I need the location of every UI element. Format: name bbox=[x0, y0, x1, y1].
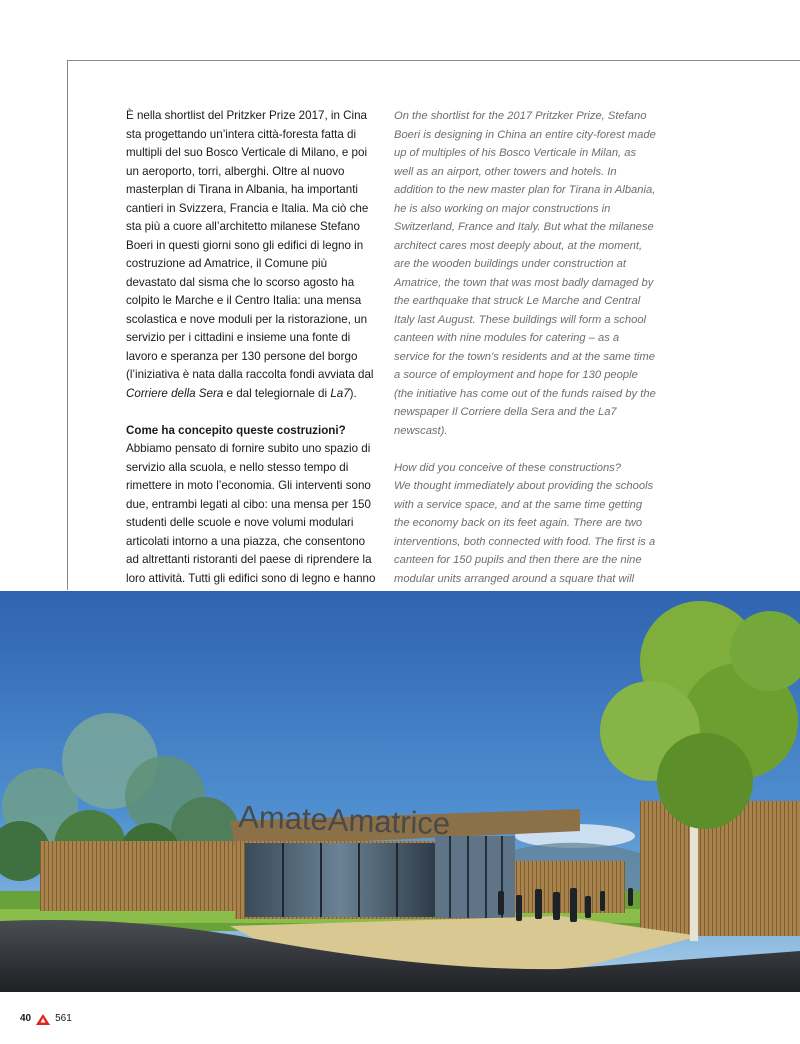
italian-intro-run: È nella shortlist del Pritzker Prize 2017, in Cina sta progettando un’intera città-foresta fatta di multipli del suo Bosco Verticale di Milano, e poi un aeroporto, torri, alberghi. Oltre al nuovo masterplan di Tirana in Albania, ha importanti cantieri in Svizzera, Francia e Italia. Ma ciò che sta più a cuore all’architetto milanese Stefano Boeri in questi giorni sono gli edifici di legno in costruzione ad Amatrice, il Comune più devastato dal sisma che lo scorso agosto ha colpito le Marche e il Centro Italia: una mensa scolastica e nove moduli per la ristorazione, un servizio per i cittadini e insieme una fonte di lavoro e speranza per 130 persone del borgo (l’iniziativa è nata dalla raccolta fondi avviata dal bbox=[126, 109, 374, 381]
magazine-logo-icon bbox=[36, 1014, 50, 1025]
italian-intro-run: ). bbox=[349, 386, 357, 400]
frame-rule-top bbox=[67, 60, 800, 61]
italian-intro-run: e dal telegiornale di bbox=[223, 386, 331, 400]
italian-intro-run: Corriere della Sera bbox=[126, 386, 224, 400]
italian-answer-1: Abbiamo pensato di fornire subito uno spazio di servizio alla scuola, e nello stesso tempo di rimettere in moto l’economia. Gli interventi sono due, entrambi legati al cibo: una mensa per 150 studenti delle scuole e nove volumi modulari articolati intorno a una piazza, che consentono ad altrettanti ristoranti del paese di riprendere la loro attività. Tutti gli edifici sono di legno e hanno bbox=[126, 442, 376, 585]
page-footer bbox=[20, 1012, 72, 1026]
english-question-1: How did you conceive of these constructions? bbox=[394, 461, 621, 474]
italian-intro-run: La7 bbox=[330, 386, 350, 400]
building-sign: AmateAmatrice bbox=[237, 799, 451, 842]
page-number: 40 bbox=[20, 1013, 32, 1024]
italian-intro-paragraph bbox=[126, 107, 376, 403]
italian-question-1: Come ha concepito queste costruzioni? bbox=[126, 423, 346, 437]
english-answer-1: We thought immediately about providing the schools with a service space, and at the same time getting the economy back on its feet again. There are two interventions, both connected with food. The first is a canteen for 150 pupils and then there are the nine modular units arranged around a square that will bbox=[394, 480, 656, 585]
frame-rule-left bbox=[67, 60, 68, 590]
english-intro-paragraph: On the shortlist for the 2017 Pritzker Prize, Stefano Boeri is designing in China an entire city-forest made up of multiples of his Bosco Verticale in Milan, as well as an airport, other towers and hotels. In addition to the new master plan for Tirana in Albania, he is also working on major constructions in Switzerland, France and Italy. But what the milanese architect cares most deeply about, at the moment, are the wooden buildings under construction at Amatrice, the town that was most badly damaged by the earthquake that struck Le Marche and Central Italy last August. These buildings will form a school canteen with nine modules for catering – as a service for the town’s residents and at the same time a source of employment and hope for 130 people (the initiative has come out of the funds raised by the newspaper Il Corriere della Sera and the La7 newscast). bbox=[394, 110, 656, 437]
building-rendering-photo bbox=[0, 591, 800, 992]
issue-number: 561 bbox=[55, 1013, 72, 1024]
